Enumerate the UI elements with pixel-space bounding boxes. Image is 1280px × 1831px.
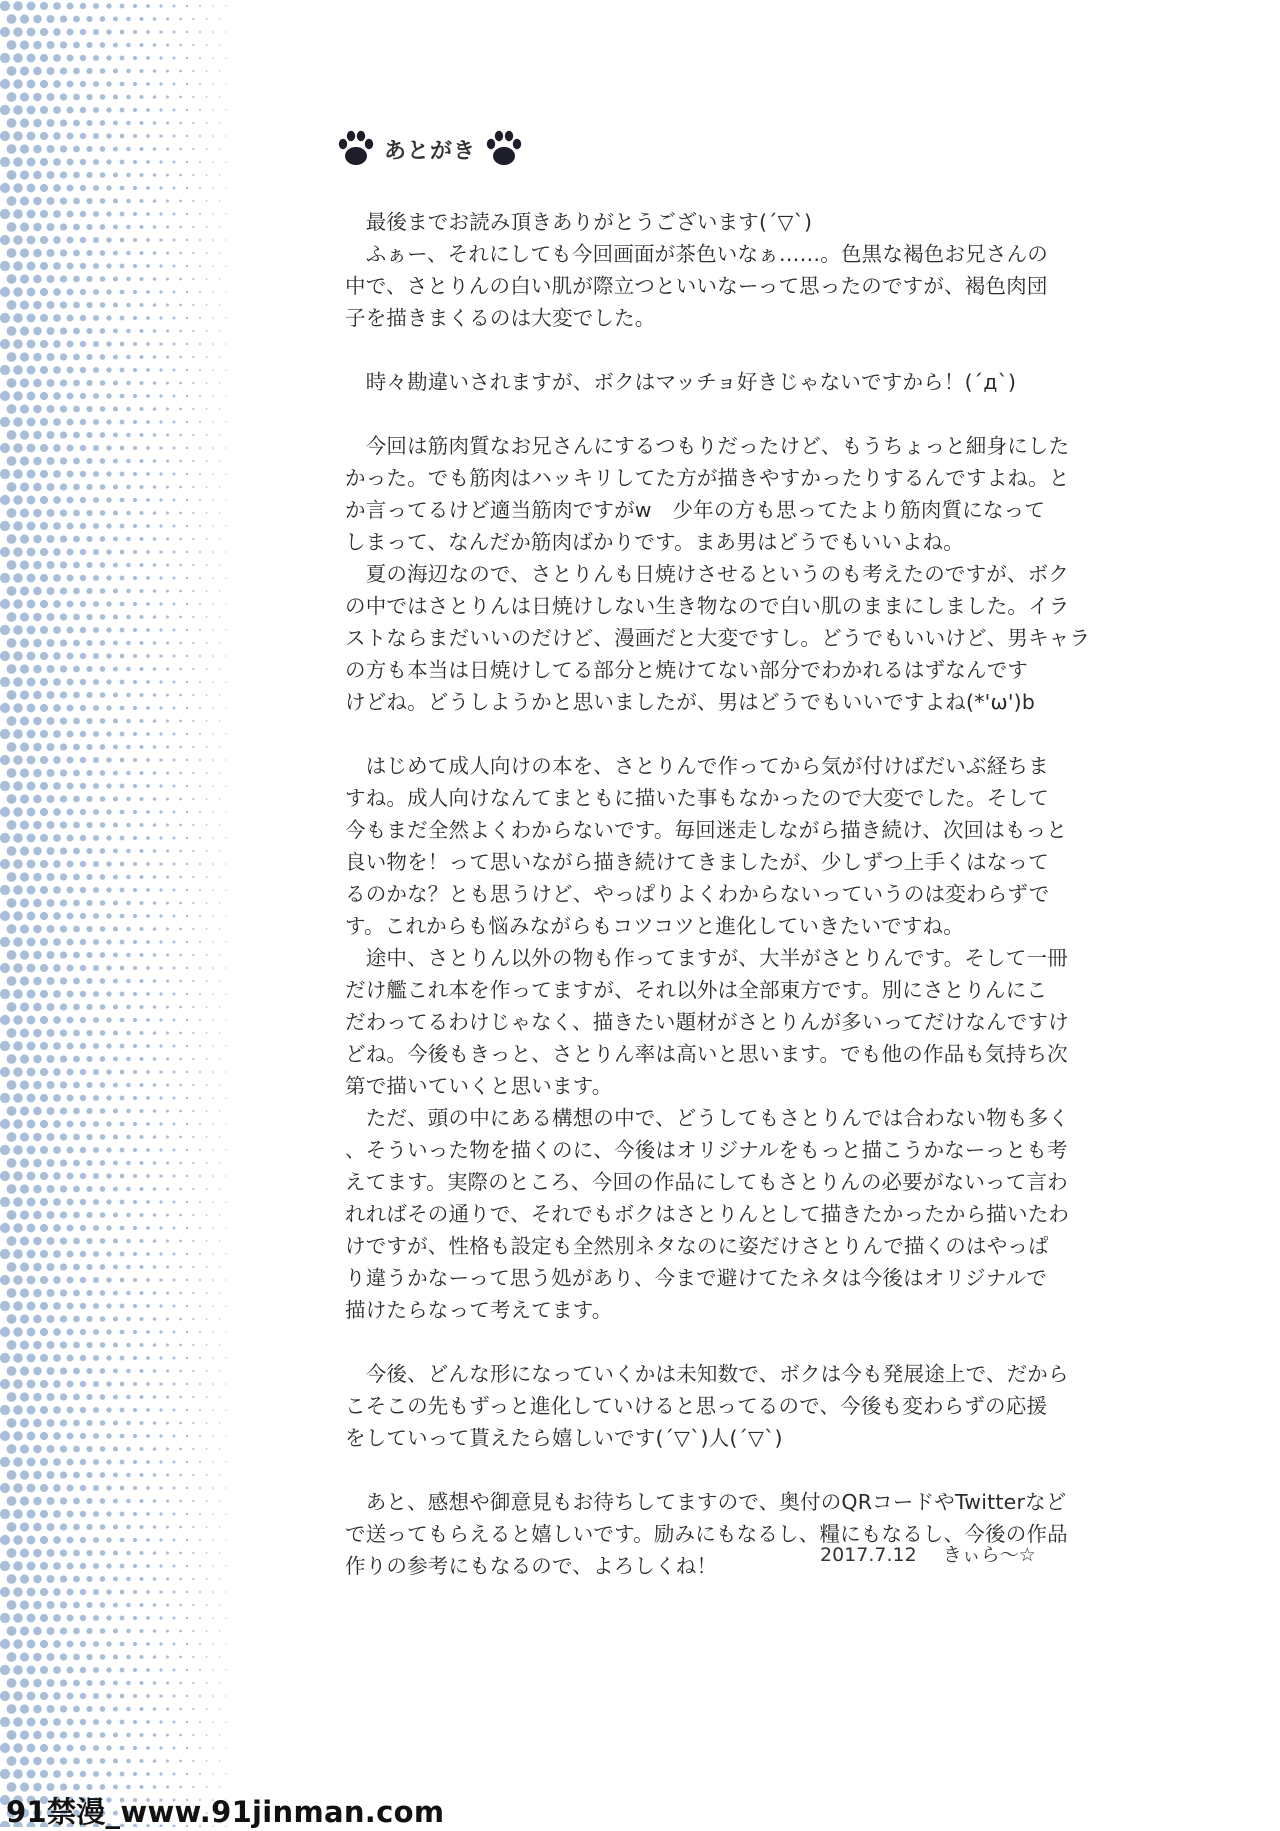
text-line: 良い物を！って思いながら描き続けてきましたが、少しずつ上手くはなって (345, 850, 1049, 874)
paragraph-gap (345, 718, 1105, 750)
paragraph (345, 750, 1105, 1326)
text-line: 今後、どんな形になっていくかは未知数で、ボクは今も発展途上で、だから (345, 1362, 1069, 1386)
paragraph-gap (345, 334, 1105, 366)
text-line: どね。今後もきっと、さとりん率は高いと思います。でも他の作品も気持ち次 (345, 1042, 1068, 1066)
text-line: だわってるわけじゃなく、描きたい題材がさとりんが多いってだけなんですけ (345, 1010, 1069, 1034)
text-line: えてます。実際のところ、今回の作品にしてもさとりんの必要がないって言わ (345, 1170, 1068, 1194)
text-line: をしていって貰えたら嬉しいです(´▽`)人(´▽`) (345, 1426, 783, 1450)
paw-print-icon (486, 130, 522, 168)
text-line: れればその通りで、それでもボクはさとりんとして描きたかったから描いたわ (345, 1202, 1070, 1226)
afterword-body (345, 206, 1105, 1582)
text-line: 時々勘違いされますが、ボクはマッチョ好きじゃないですから！(´д`) (345, 370, 1017, 394)
text-line: 今回は筋肉質なお兄さんにするつもりだったけど、もうちょっと細身にした (345, 434, 1070, 458)
text-line: こそこの先もずっと進化していけると思ってるので、今後も変わらずの応援 (345, 1394, 1048, 1418)
text-line: 子を描きまくるのは大変でした。 (345, 306, 656, 330)
text-line: か言ってるけど適当筋肉ですがw 少年の方も思ってたより筋肉質になって (345, 498, 1046, 522)
paragraph (345, 1358, 1105, 1454)
text-line: けですが、性格も設定も全然別ネタなのに姿だけさとりんで描くのはやっぱ (345, 1234, 1049, 1258)
text-line: 今もまだ全然よくわからないです。毎回迷走しながら描き続け、次回はもっと (345, 818, 1068, 842)
text-line: 最後までお読み頂きありがとうございます(´▽`) (345, 210, 813, 234)
text-line: り違うかなーって思う処があり、今まで避けてたネタは今後はオリジナルで (345, 1266, 1047, 1290)
text-line: けどね。どうしようかと思いましたが、男はどうでもいいですよね(*'ω')b (345, 690, 1036, 714)
text-line: で送ってもらえると嬉しいです。励みにもなるし、糧にもなるし、今後の作品 (345, 1522, 1068, 1546)
text-line: す。これからも悩みながらもコツコツと進化していきたいですね。 (345, 914, 964, 938)
text-line: の方も本当は日焼けしてる部分と焼けてない部分でわかれるはずなんです (345, 658, 1029, 682)
text-line: すね。成人向けなんてまともに描いた事もなかったので大変でした。そして (345, 786, 1049, 810)
paragraph (345, 1486, 1105, 1582)
paragraph (345, 366, 1105, 398)
text-line: はじめて成人向けの本を、さとりんで作ってから気が付けばだいぶ経ちま (345, 754, 1049, 778)
paw-print-icon (338, 130, 374, 168)
paragraph (345, 206, 1105, 334)
text-line: ただ、頭の中にある構想の中で、どうしてもさとりんでは合わない物も多く (345, 1106, 1070, 1130)
paragraph (345, 430, 1105, 718)
text-line: 中で、さとりんの白い肌が際立つといいなーって思ったのですが、褐色肉団 (345, 274, 1048, 298)
site-watermark: 91禁漫_www.91jinman.com (6, 1795, 445, 1829)
text-line: あと、感想や御意見もお待ちしてますので、奥付のQRコードやTwitterなど (345, 1490, 1067, 1514)
halftone-dot-border (0, 0, 290, 1827)
text-line: 、そういった物を描くのに、今後はオリジナルをもっと描こうかなーっとも考 (345, 1138, 1068, 1162)
text-line: 夏の海辺なので、さとりんも日焼けさせるというのも考えたのですが、ボク (345, 562, 1070, 586)
text-line: の中ではさとりんは日焼けしない生き物なので白い肌のままにしました。イラ (345, 594, 1070, 618)
paragraph-gap (345, 398, 1105, 430)
text-line: 描けたらなって考えてます。 (345, 1298, 613, 1322)
page-title: あとがき (384, 138, 477, 164)
text-line: ふぁー、それにしても今回画面が茶色いなぁ……。色黒な褐色お兄さんの (345, 242, 1048, 266)
text-line: ストならまだいいのだけど、漫画だと大変ですし。どうでもいいけど、男キャラ (345, 626, 1091, 650)
signature (820, 1540, 1036, 1567)
text-line: だけ艦これ本を作ってますが、それ以外は全部東方です。別にさとりんにこ (345, 978, 1048, 1002)
paragraph-gap (345, 1326, 1105, 1358)
text-line: 途中、さとりん以外の物も作ってますが、大半がさとりんです。そして一冊 (345, 946, 1068, 970)
afterword-heading (338, 126, 522, 172)
text-line: るのかな？とも思うけど、やっぱりよくわからないっていうのは変わらずで (345, 882, 1050, 906)
text-line: 作りの参考にもなるので、よろしくね！ (345, 1554, 718, 1578)
paragraph-gap (345, 1454, 1105, 1486)
signature-date: 2017.7.12 (820, 1544, 917, 1566)
text-line: 第で描いていくと思います。 (345, 1074, 613, 1098)
text-line: かった。でも筋肉はハッキリしてた方が描きやすかったりするんですよね。と (345, 466, 1070, 490)
signature-author: きぃら～☆ (942, 1544, 1036, 1566)
text-line: しまって、なんだか筋肉ばかりです。まあ男はどうでもいいよね。 (345, 530, 964, 554)
